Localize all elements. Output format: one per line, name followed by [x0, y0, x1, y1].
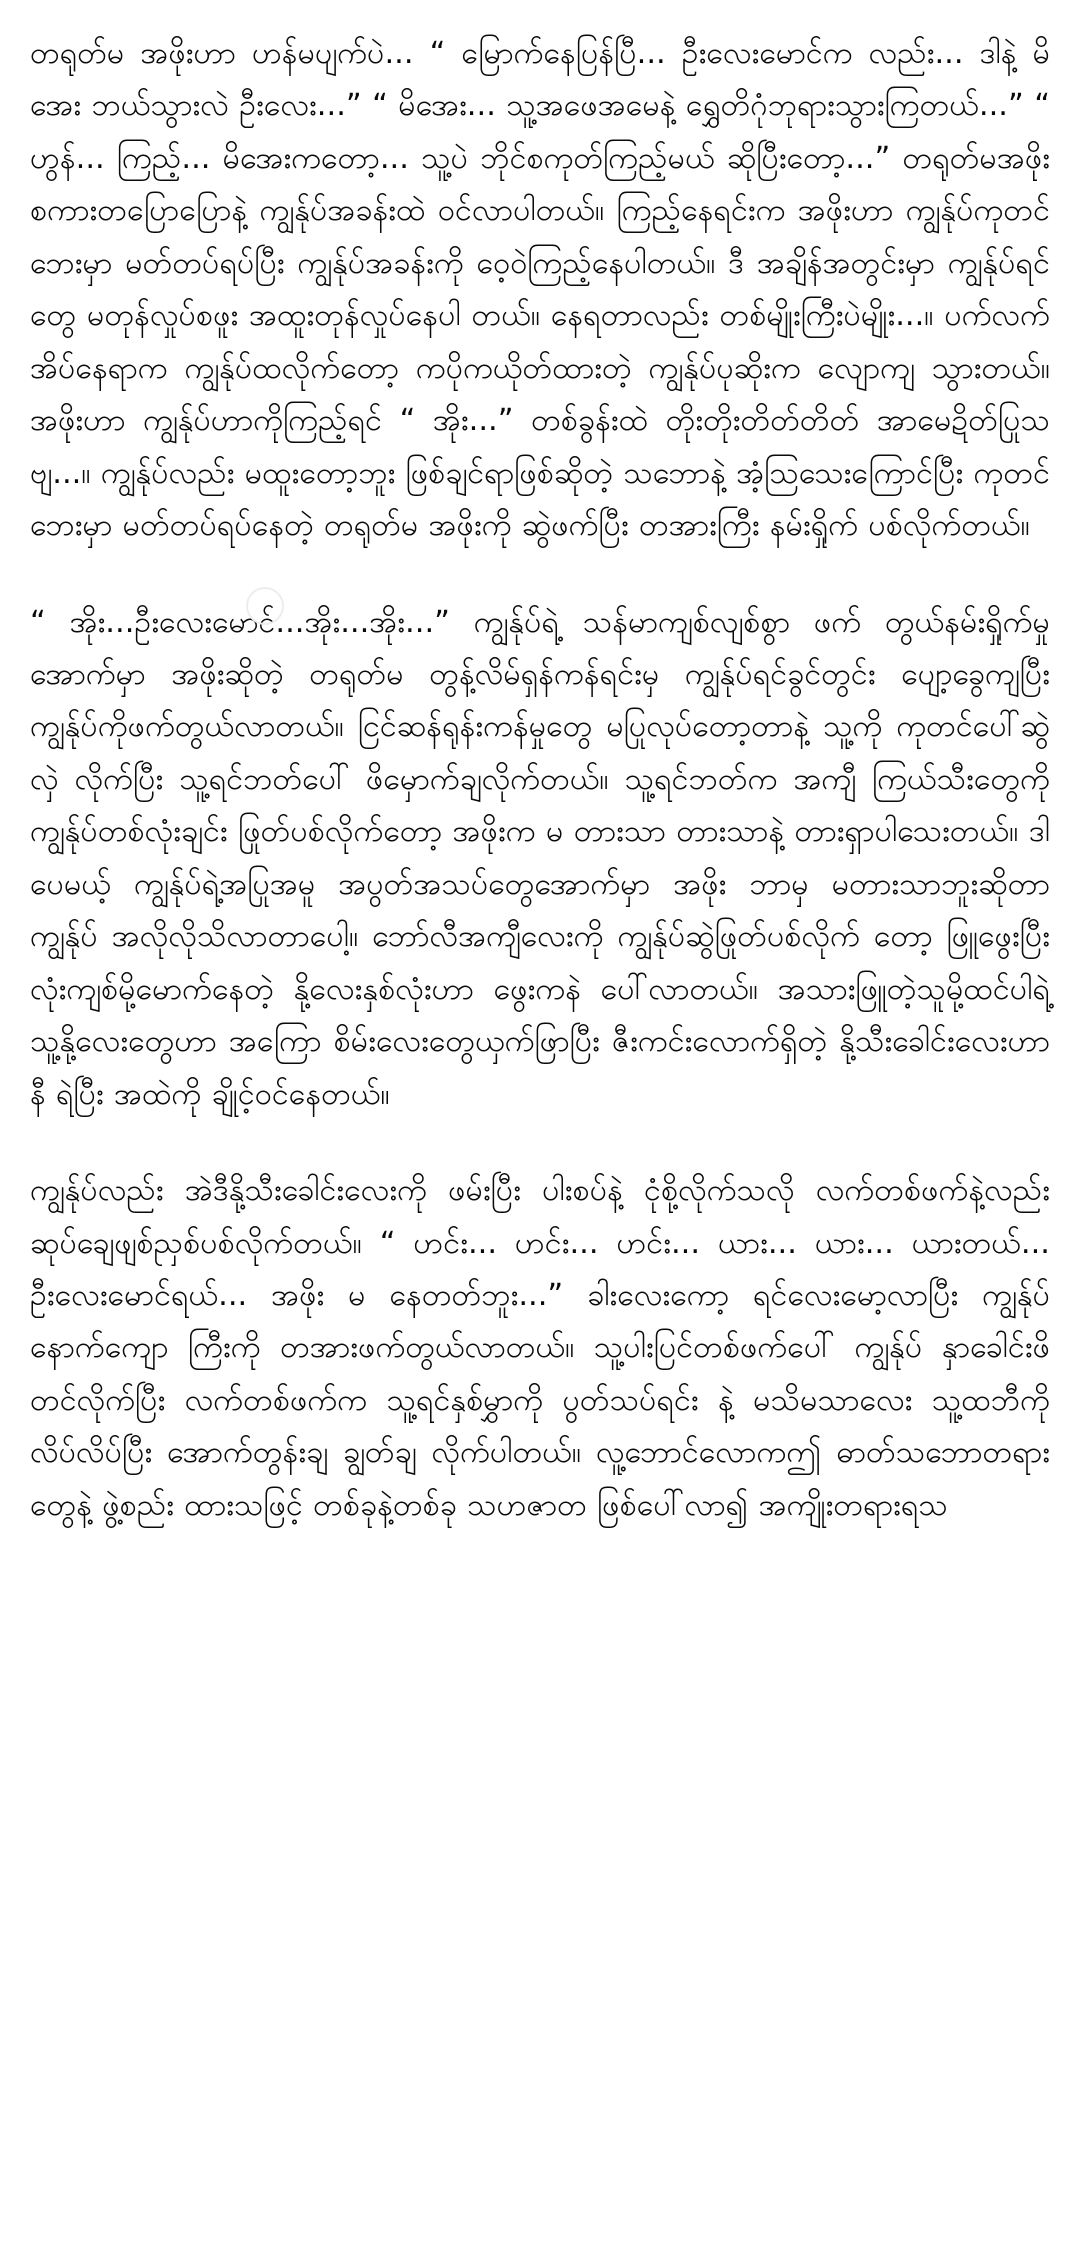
paragraph-1: တရုတ်မ အဖိုးဟာ ဟန်မပျက်ပဲ... “ မြောက်နေပြန်ပြီ... ဦးလေးမောင်က လည်း... ဒါနဲ့ မိအေး ဘယ်သွားလဲ ဦးလေး...” “ မိအေး... သူ့အဖေအမေနဲ့ ရွှေတိဂုံဘုရားသွားကြတယ်...” “ ဟွန်... ကြည့်... မိအေးကတော့... သူ့ပဲ ဘိုင်စကုတ်ကြည့်မယ် ဆိုပြီးတော့...” တရုတ်မအဖိုး စကားတပြောပြောနဲ့ ကျွန်ုပ်အခန်းထဲ ဝင်လာပါတယ်။ ကြည့်နေရင်းက အဖိုးဟာ ကျွန်ုပ်ကုတင် ဘေးမှာ မတ်တပ်ရပ်ပြီး ကျွန်ုပ်အခန်းကို ဝေ့ဝဲကြည့်နေပါတယ်။ ဒီ အချိန်အတွင်းမှာ ကျွန်ုပ်ရင်တွေ မတုန်လှုပ်စဖူး အထူးတုန်လှုပ်နေပါ တယ်။ နေရတာလည်း တစ်မျိုးကြီးပဲမျိုး...။ ပက်လက်အိပ်နေရာက ကျွန်ုပ်ထလိုက်တော့ ကပိုကယိုတ်ထားတဲ့ ကျွန်ုပ်ပုဆိုးက လျောကျ သွားတယ်။ အဖိုးဟာ ကျွန်ုပ်ဟာကိုကြည့်ရင် “ အိုး...” တစ်ခွန်းထဲ တိုးတိုးတိတ်တိတ် အာမေဍိတ်ပြုသဗျ...။ ကျွန်ုပ်လည်း မထူးတော့ဘူး ဖြစ်ချင်ရာဖြစ်ဆိုတဲ့ သဘောနဲ့ အံ့သြသေးကြောင်ပြီး ကုတင်ဘေးမှာ မတ်တပ်ရပ်နေတဲ့ တရုတ်မ အဖိုးကို ဆွဲဖက်ပြီး တအားကြီး နမ်းရှိုက် ပစ်လိုက်တယ်။	[30, 36, 1050, 544]
paragraph-3: ကျွန်ုပ်လည်း အဲဒီနို့သီးခေါင်းလေးကို ဖမ်းပြီး ပါးစပ်နဲ့ ငုံစို့လိုက်သလို လက်တစ်ဖက်နဲ့လည်း ဆုပ်ချေဖျစ်ညှစ်ပစ်လိုက်တယ်။ “ ဟင်း... ဟင်း... ဟင်း... ယား... ယား... ယားတယ်... ဦးလေးမောင်ရယ်... အဖိုး မ နေတတ်ဘူး...” ခါးလေးကော့ ရင်လေးမော့လာပြီး ကျွန်ုပ်နောက်ကျော ကြီးကို တအားဖက်တွယ်လာတယ်။ သူ့ပါးပြင်တစ်ဖက်ပေါ် ကျွန်ုပ် နှာခေါင်းဖိတင်လိုက်ပြီး လက်တစ်ဖက်က သူ့ရင်နှစ်မွှာကို ပွတ်သပ်ရင်း နဲ့ မသိမသာလေး သူ့ထဘီကို လိပ်လိပ်ပြီး အောက်တွန်းချ ချွတ်ချ လိုက်ပါတယ်။ လူ့ဘောင်လောကဤ ဓာတ်သဘောတရားတွေနဲ့ ဖွဲ့စည်း ထားသဖြင့် တစ်ခုနဲ့တစ်ခု သဟဇာတ ဖြစ်ပေါ်လာ၍ အကျိုးတရားရသ	[30, 1173, 1050, 1523]
document-body	[30, 28, 1050, 1532]
paragraph-2: “ အိုး...ဦးလေးမောင်...အိုး...အိုး...” ကျွန်ုပ်ရဲ့ သန်မာကျစ်လျစ်စွာ ဖက် တွယ်နမ်းရှိုက်မှုအောက်မှာ အဖိုးဆိုတဲ့ တရုတ်မ တွန့်လိမ်ရှန်ကန်ရင်းမှ ကျွန်ုပ်ရင်ခွင်တွင်း ပျော့ခွေကျပြီး ကျွန်ုပ်ကိုဖက်တွယ်လာတယ်။ ငြင်ဆန်ရုန်းကန်မှုတွေ မပြုလုပ်တော့တာနဲ့ သူ့ကို ကုတင်ပေါ်ဆွဲလှဲ လိုက်ပြီး သူ့ရင်ဘတ်ပေါ် ဖိမှောက်ချလိုက်တယ်။ သူ့ရင်ဘတ်က အကျီ ကြယ်သီးတွေကို ကျွန်ုပ်တစ်လုံးချင်း ဖြုတ်ပစ်လိုက်တော့ အဖိုးက မ တားသာ တားသာနဲ့ တားရှာပါသေးတယ်။ ဒါပေမယ့် ကျွန်ုပ်ရဲ့အပြုအမူ အပွတ်အသပ်တွေအောက်မှာ အဖိုး ဘာမှ မတားသာဘူးဆိုတာ ကျွန်ုပ် အလိုလိုသိလာတာပေါ့။ ဘော်လီအကျီလေးကို ကျွန်ုပ်ဆွဲဖြုတ်ပစ်လိုက် တော့ ဖြူဖွေးပြီး လုံးကျစ်မို့မောက်နေတဲ့ နို့လေးနှစ်လုံးဟာ ဖွေးကနဲ ပေါ်လာတယ်။ အသားဖြူတဲ့သူမို့ထင်ပါရဲ့ သူ့နို့လေးတွေဟာ အကြော စိမ်းလေးတွေယှက်ဖြာပြီး ဇီးကင်းလောက်ရှိတဲ့ နို့သီးခေါင်းလေးဟာ နီ ရဲပြီး အထဲကို ချိုင့်ဝင်နေတယ်။	[30, 604, 1050, 1112]
